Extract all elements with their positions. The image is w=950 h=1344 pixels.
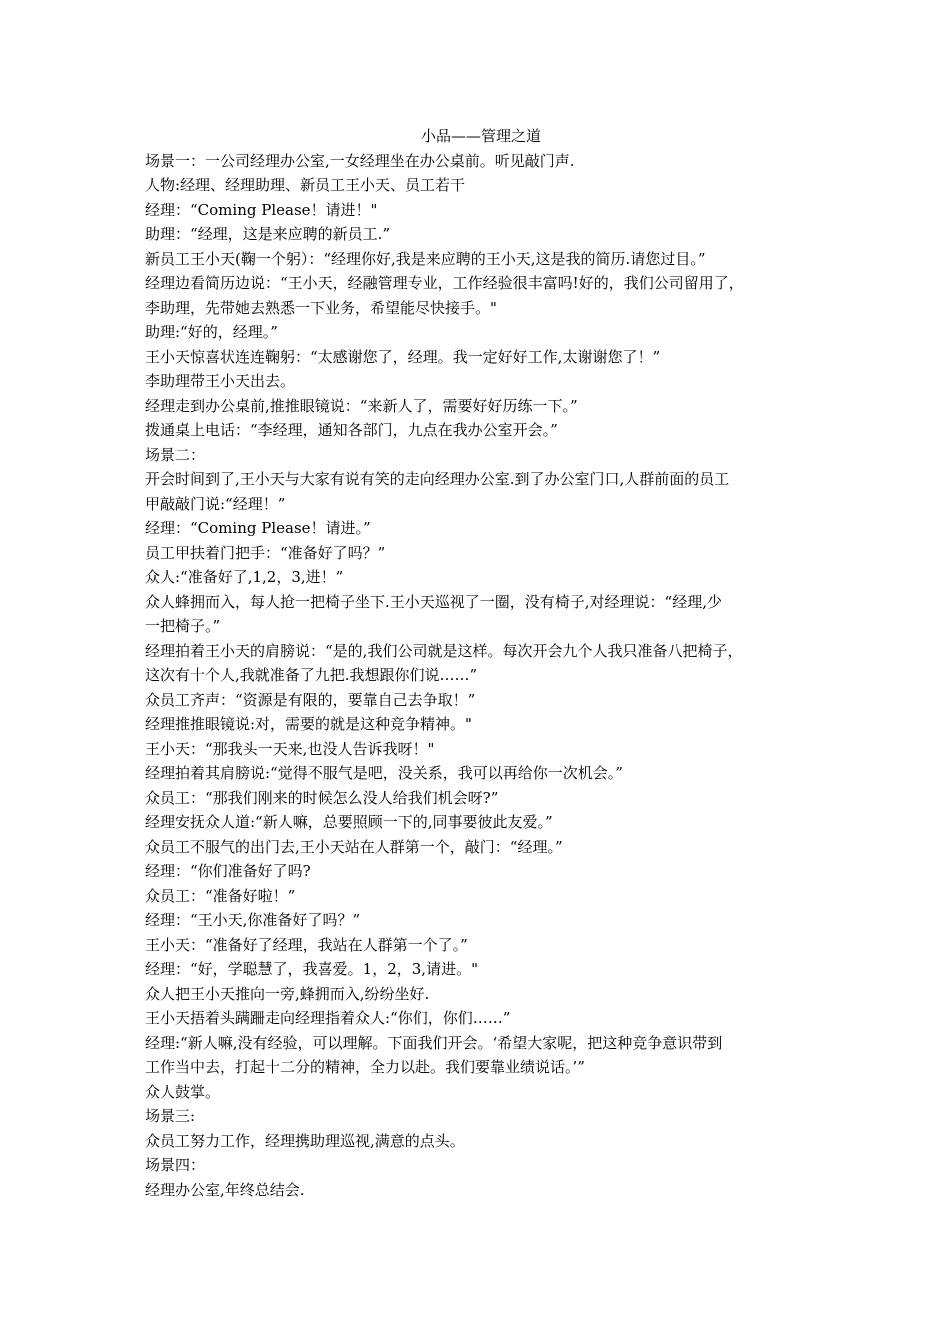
- text-line: 李助理，先带她去熟悉一下业务，希望能尽快接手。": [145, 298, 497, 317]
- text-line: 众员工不服气的出门去,王小天站在人群第一个，敲门：“经理。”: [145, 837, 563, 856]
- text-line: 李助理带王小天出去。: [145, 372, 296, 390]
- text-line: 王小天：“那我头一天来,也没人告诉我呀！": [145, 739, 435, 758]
- text-line: 员工甲扶着门把手：“准备好了吗？”: [145, 543, 386, 562]
- text-line: 场景四：: [145, 1156, 206, 1174]
- text-line: 众人蜂拥而入，每人抢一把椅子坐下.王小天巡视了一圈，没有椅子,对经理说：“经理,少: [145, 592, 722, 611]
- text-line: 王小天惊喜状连连鞠躬：“太感谢您了，经理。我一定好好工作,太谢谢您了！”: [145, 347, 661, 366]
- text-line: 场景二：: [145, 445, 206, 464]
- text-line: 众人把王小天推向一旁,蜂拥而入,纷纷坐好.: [145, 984, 430, 1003]
- document-body: [145, 149, 817, 1203]
- text-line: 新员工王小天(鞠一个躬）：“经理你好,我是来应聘的王小天,这是我的简历.请您过目。”: [145, 249, 706, 268]
- text-line: 经理办公室,年终总结会.: [145, 1180, 305, 1199]
- text-line: 甲敲敲门说:“经理！”: [145, 494, 286, 513]
- text-line: 助理：“经理，这是来应聘的新员工.”: [145, 225, 391, 243]
- text-line: 经理安抚众人道:“新人嘛，总要照顾一下的,同事要彼此友爱。”: [145, 813, 553, 831]
- text-line: 拨通桌上电话：“李经理，通知各部门，九点在我办公室开会。”: [145, 421, 558, 439]
- text-line: 场景三:: [145, 1107, 196, 1125]
- text-line: 王小天：“准备好了经理，我站在人群第一个了。”: [145, 935, 468, 954]
- text-line: 众员工：“那我们刚来的时候怎么没人给我们机会呀?”: [145, 788, 499, 807]
- text-line: 经理：“Coming Please！请进。”: [145, 519, 371, 537]
- text-line: 众员工努力工作，经理携助理巡视,满意的点头。: [145, 1131, 465, 1150]
- text-line: 这次有十个人,我就准备了九把.我想跟你们说……”: [145, 666, 478, 684]
- text-line: 经理：“你们准备好了吗?: [145, 862, 311, 880]
- text-line: 经理：“王小天,你准备好了吗？”: [145, 911, 361, 929]
- text-line: 王小天捂着头蹒跚走向经理指着众人:“你们，你们……”: [145, 1009, 511, 1027]
- text-line: 众员工：“准备好啦！”: [145, 886, 296, 905]
- text-line: 经理:“新人嘛,没有经验，可以理解。下面我们开会。‘希望大家呢，把这种竞争意识带到: [145, 1033, 723, 1052]
- text-line: 经理拍着其肩膀说:“觉得不服气是吧，没关系，我可以再给你一次机会。”: [145, 764, 623, 782]
- text-line: 开会时间到了,王小天与大家有说有笑的走向经理办公室.到了办公室门口,人群前面的员工: [145, 470, 730, 488]
- text-line: 经理：“Coming Please！请进！": [145, 200, 378, 219]
- document-title: 小品——管理之道: [420, 127, 541, 145]
- text-line: 经理走到办公桌前,推推眼镜说：“来新人了，需要好好历练一下。”: [145, 396, 578, 415]
- text-line: 一把椅子。”: [145, 617, 221, 635]
- text-line: 助理:“好的，经理。”: [145, 323, 278, 341]
- text-line: 经理拍着王小天的肩膀说：“是的,我们公司就是这样。每次开会九个人我只准备八把椅子，: [145, 641, 743, 660]
- document-page: [145, 124, 817, 1202]
- text-line: 人物:经理、经理助理、新员工王小天、员工若干: [145, 176, 466, 194]
- text-line: 众人鼓掌。: [145, 1082, 221, 1101]
- text-line: 众员工齐声：“资源是有限的，要靠自己去争取！”: [145, 690, 476, 709]
- text-line: 工作当中去，打起十二分的精神，全力以赴。我们要靠业绩说话。’”: [145, 1058, 585, 1076]
- text-line: 经理：“好，学聪慧了，我喜爱。1，2，3,请进。": [145, 960, 478, 978]
- text-line: 众人:“准备好了,1,2，3,进！”: [145, 568, 344, 586]
- text-line: 经理推推眼镜说:对，需要的就是这种竞争精神。": [145, 715, 472, 733]
- text-line: 经理边看简历边说：“王小天，经融管理专业，工作经验很丰富吗!好的，我们公司留用了，: [145, 274, 744, 292]
- text-line: 场景一：一公司经理办公室,一女经理坐在办公桌前。听见敲门声.: [145, 151, 575, 170]
